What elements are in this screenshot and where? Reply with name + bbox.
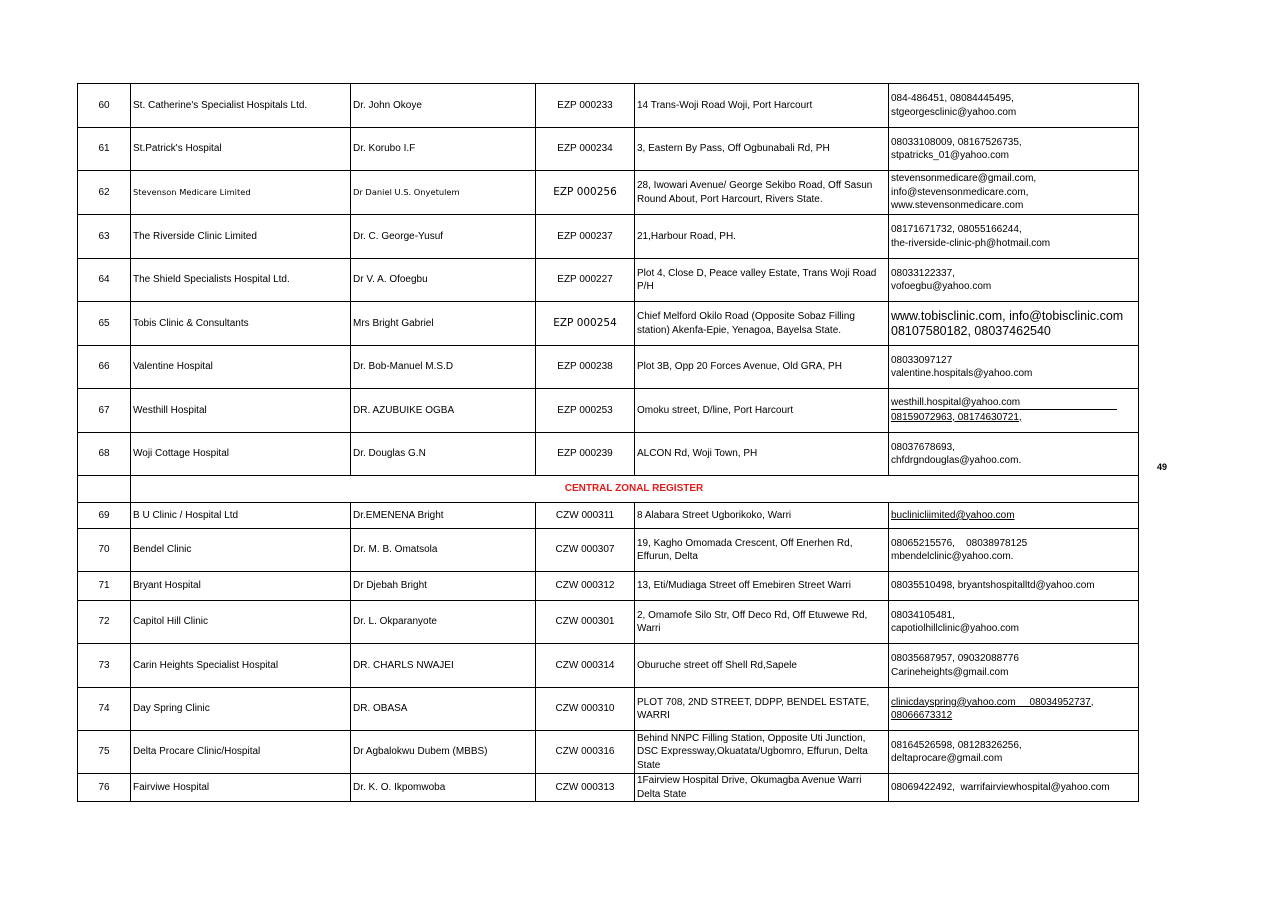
section-number-cell (78, 476, 131, 503)
contact-line: 08037678693, (891, 441, 955, 453)
row-number: 67 (78, 389, 131, 433)
registration-code: CZW 000313 (536, 774, 635, 802)
address: 1Fairview Hospital Drive, Okumagba Avenue Warri Delta State (635, 774, 889, 802)
row-number: 72 (78, 601, 131, 644)
row-number: 62 (78, 171, 131, 215)
hospital-name: St. Catherine's Specialist Hospitals Ltd. (131, 84, 351, 128)
page-number: 49 (1157, 462, 1168, 472)
hospital-name: Delta Procare Clinic/Hospital (131, 731, 351, 774)
hospital-name: Carin Heights Specialist Hospital (131, 644, 351, 688)
contact (889, 572, 1139, 601)
contact-line: 08033097127 (891, 354, 953, 366)
contact (889, 688, 1139, 731)
contact-line: 08035687957, 09032088776 (891, 653, 1019, 664)
medical-director: Dr Agbalokwu Dubem (MBBS) (351, 731, 536, 774)
address: PLOT 708, 2ND STREET, DDPP, BENDEL ESTATE, WARRI (635, 688, 889, 731)
registration-code: EZP 000254 (536, 302, 635, 346)
contact-link[interactable]: westhill.hospital@yahoo.com (891, 397, 1117, 410)
table-row (78, 774, 1139, 802)
medical-director: Mrs Bright Gabriel (351, 302, 536, 346)
medical-director: DR. AZUBUIKE OGBA (351, 389, 536, 433)
contact-line: 08069422492, warrifairviewhospital@yahoo.com (891, 781, 1110, 793)
contact (889, 503, 1139, 529)
address: 3, Eastern By Pass, Off Ogbunabali Rd, PH (635, 128, 889, 171)
contact (889, 84, 1139, 128)
registration-code: EZP 000253 (536, 389, 635, 433)
hospital-name: Valentine Hospital (131, 346, 351, 389)
row-number: 63 (78, 215, 131, 259)
registration-code: EZP 000237 (536, 215, 635, 259)
contact-line: stgeorgesclinic@yahoo.com (891, 106, 1017, 118)
registration-code: EZP 000239 (536, 433, 635, 476)
contact (889, 774, 1139, 802)
medical-director: Dr. L. Okparanyote (351, 601, 536, 644)
row-number: 71 (78, 572, 131, 601)
medical-director: Dr. Korubo I.F (351, 128, 536, 171)
contact (889, 215, 1139, 259)
contact (889, 346, 1139, 389)
address: 28, Iwowari Avenue/ George Sekibo Road, Off Sasun Round About, Port Harcourt, Rivers State. (635, 171, 889, 215)
medical-director: Dr.EMENENA Bright (351, 503, 536, 529)
row-number: 65 (78, 302, 131, 346)
registration-code: CZW 000307 (536, 529, 635, 572)
contact-line: 08033122337, (891, 267, 955, 279)
address: Oburuche street off Shell Rd,Sapele (635, 644, 889, 688)
row-number: 69 (78, 503, 131, 529)
contact (889, 731, 1139, 774)
contact-link[interactable]: 08159072963, 08174630721, (891, 411, 1022, 423)
registration-code: EZP 000238 (536, 346, 635, 389)
table-row (78, 601, 1139, 644)
medical-director: Dr V. A. Ofoegbu (351, 259, 536, 302)
contact-line: the-riverside-clinic-ph@hotmail.com (891, 237, 1051, 249)
medical-director: Dr. K. O. Ikpomwoba (351, 774, 536, 802)
address: 21,Harbour Road, PH. (635, 215, 889, 259)
section-title: CENTRAL ZONAL REGISTER (131, 476, 1139, 503)
hospital-name: Westhill Hospital (131, 389, 351, 433)
contact (889, 171, 1139, 215)
hospital-name: Woji Cottage Hospital (131, 433, 351, 476)
medical-director: Dr Daniel U.S. Onyetulem (351, 171, 536, 215)
row-number: 68 (78, 433, 131, 476)
contact-link[interactable]: clinicdayspring@yahoo.com 08034952737, (891, 696, 1094, 708)
hospital-name: Day Spring Clinic (131, 688, 351, 731)
contact-line: 08107580182, 08037462540 (891, 323, 1051, 338)
table-row (78, 259, 1139, 302)
hospital-name: The Shield Specialists Hospital Ltd. (131, 259, 351, 302)
contact (889, 433, 1139, 476)
registration-code: CZW 000310 (536, 688, 635, 731)
table-row (78, 302, 1139, 346)
medical-director: Dr. C. George-Yusuf (351, 215, 536, 259)
row-number: 61 (78, 128, 131, 171)
contact (889, 601, 1139, 644)
hospital-name: Fairviwe Hospital (131, 774, 351, 802)
contact-line: Carineheights@gmail.com (891, 666, 1009, 678)
table-row (78, 389, 1139, 433)
row-number: 64 (78, 259, 131, 302)
contact-line: capotiolhillclinic@yahoo.com (891, 623, 1019, 634)
contact (889, 128, 1139, 171)
registration-code: EZP 000233 (536, 84, 635, 128)
contact-line: 08171671732, 08055166244, (891, 224, 1022, 235)
contact-line: valentine.hospitals@yahoo.com (891, 368, 1033, 379)
contact-line: 08033108009, 08167526735, (891, 136, 1022, 148)
contact-line: www.tobisclinic.com, info@tobisclinic.com (891, 308, 1124, 323)
medical-director: Dr. M. B. Omatsola (351, 529, 536, 572)
address: 8 Alabara Street Ugborikoko, Warri (635, 503, 889, 529)
registration-code: CZW 000301 (536, 601, 635, 644)
table-row (78, 503, 1139, 529)
contact-line: 08035510498, bryantshospitalltd@yahoo.com (891, 580, 1095, 592)
address: 13, Eti/Mudiaga Street off Emebiren Street Warri (635, 572, 889, 601)
contact-line: vofoegbu@yahoo.com (891, 281, 992, 292)
table-row (78, 128, 1139, 171)
contact (889, 259, 1139, 302)
address: 14 Trans-Woji Road Woji, Port Harcourt (635, 84, 889, 128)
contact-line: www.stevensonmedicare.com (891, 200, 1024, 212)
contact-line: 08034105481, (891, 609, 955, 621)
contact (889, 302, 1139, 346)
table-row (78, 346, 1139, 389)
address: Behind NNPC Filling Station, Opposite Uti Junction, DSC Expressway,Okuatata/Ugbomro, Effurun, Delta State (635, 731, 889, 774)
row-number: 60 (78, 84, 131, 128)
hospital-name: Stevenson Medicare Limited (131, 171, 351, 215)
contact-line: 08164526598, 08128326256, (891, 739, 1022, 751)
section-header-row (78, 476, 1139, 503)
registration-code: CZW 000316 (536, 731, 635, 774)
medical-director: DR. CHARLS NWAJEI (351, 644, 536, 688)
row-number: 76 (78, 774, 131, 802)
table-row (78, 572, 1139, 601)
hospital-name: St.Patrick's Hospital (131, 128, 351, 171)
table-row (78, 688, 1139, 731)
address: Omoku street, D/line, Port Harcourt (635, 389, 889, 433)
address: Plot 3B, Opp 20 Forces Avenue, Old GRA, PH (635, 346, 889, 389)
hospital-name: Tobis Clinic & Consultants (131, 302, 351, 346)
row-number: 70 (78, 529, 131, 572)
address: 2, Omamofe Silo Str, Off Deco Rd, Off Etuwewe Rd, Warri (635, 601, 889, 644)
registration-code: CZW 000314 (536, 644, 635, 688)
contact-link[interactable]: buclinicliimited@yahoo.com (891, 509, 1015, 521)
registration-code: CZW 000312 (536, 572, 635, 601)
row-number: 73 (78, 644, 131, 688)
table-row (78, 215, 1139, 259)
medical-director: Dr. John Okoye (351, 84, 536, 128)
table-row (78, 84, 1139, 128)
contact-line: info@stevensonmedicare.com, (891, 186, 1029, 198)
contact-line: mbendelclinic@yahoo.com. (891, 551, 1014, 562)
registration-code: EZP 000256 (536, 171, 635, 215)
hospital-name: Bendel Clinic (131, 529, 351, 572)
registration-code: EZP 000234 (536, 128, 635, 171)
row-number: 66 (78, 346, 131, 389)
address: ALCON Rd, Woji Town, PH (635, 433, 889, 476)
row-number: 75 (78, 731, 131, 774)
contact-line: deltaprocare@gmail.com (891, 753, 1003, 764)
medical-director: Dr. Bob-Manuel M.S.D (351, 346, 536, 389)
hospital-name: The Riverside Clinic Limited (131, 215, 351, 259)
contact (889, 644, 1139, 688)
table-row (78, 171, 1139, 215)
table-row (78, 529, 1139, 572)
medical-director: DR. OBASA (351, 688, 536, 731)
address: 19, Kagho Omomada Crescent, Off Enerhen Rd, Effurun, Delta (635, 529, 889, 572)
hospital-name: B U Clinic / Hospital Ltd (131, 503, 351, 529)
contact (889, 389, 1139, 433)
medical-director: Dr Djebah Bright (351, 572, 536, 601)
contact-link[interactable]: 08066673312 (891, 710, 953, 721)
contact-line: chfdrgndouglas@yahoo.com. (891, 455, 1022, 466)
registration-code: EZP 000227 (536, 259, 635, 302)
table-row (78, 644, 1139, 688)
contact-line: 08065215576, 08038978125 (891, 537, 1028, 549)
address: Chief Melford Okilo Road (Opposite Sobaz Filling station) Akenfa-Epie, Yenagoa, Bayelsa State. (635, 302, 889, 346)
hospital-name: Bryant Hospital (131, 572, 351, 601)
contact (889, 529, 1139, 572)
medical-director: Dr. Douglas G.N (351, 433, 536, 476)
row-number: 74 (78, 688, 131, 731)
contact-line: 084-486451, 08084445495, (891, 93, 1014, 104)
hospital-name: Capitol Hill Clinic (131, 601, 351, 644)
table-row (78, 731, 1139, 774)
contact-line: stpatricks_01@yahoo.com (891, 150, 1009, 161)
contact-line: stevensonmedicare@gmail.com, (891, 173, 1037, 185)
registration-code: CZW 000311 (536, 503, 635, 529)
hospital-register-table (77, 83, 1139, 802)
table-row (78, 433, 1139, 476)
address: Plot 4, Close D, Peace valley Estate, Trans Woji Road P/H (635, 259, 889, 302)
